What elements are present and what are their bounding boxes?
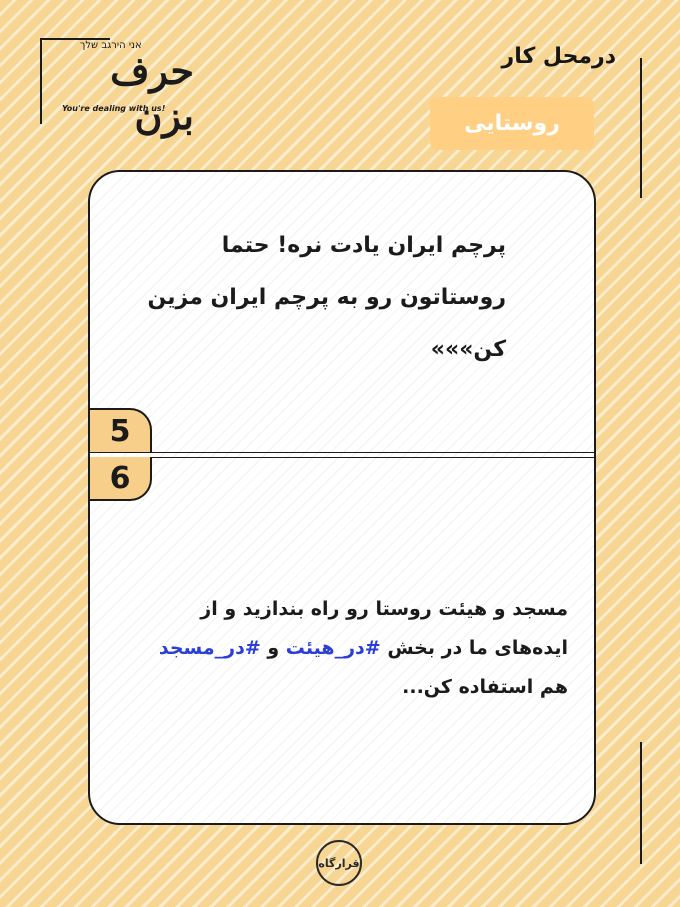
logo-brand-text: حرف بزن [110,48,194,138]
number-top: 5 [109,413,131,449]
number-tab-bottom [88,457,152,501]
logo-hebrew-text: אני הירגב שלך [80,40,142,51]
tip-text-1: پرچم ایران یادت نره! حتما روستاتون رو به پرچم ایران مزین کن»»» [147,233,506,362]
footer-seal-text: قرارگاه [318,856,360,870]
frame-line-right-top [640,58,642,198]
logo [40,38,200,138]
footer-seal-logo [316,840,362,886]
tip-text-2-part2: و [260,637,286,659]
card-divider [88,452,596,458]
category-badge [430,97,594,150]
tip-text-2 [128,590,568,707]
hashtag-heyat[interactable]: #در_هیئت [285,637,381,659]
category-badge-label: روستایی [464,111,560,136]
hashtag-masjed[interactable]: #در_مسجد [158,637,261,659]
number-tab-top [88,408,152,452]
frame-line-right-bottom [640,742,642,864]
logo-english-text: You're dealing with us! [62,104,166,113]
page-title: درمحل کار [501,44,616,69]
number-bottom: 6 [109,460,131,496]
tip-text-2-part3: هم استفاده کن... [402,676,568,698]
tip-text-2-part1: مسجد و هیئت روستا رو راه بندازید و از ایده‌های ما در بخش [200,598,568,659]
